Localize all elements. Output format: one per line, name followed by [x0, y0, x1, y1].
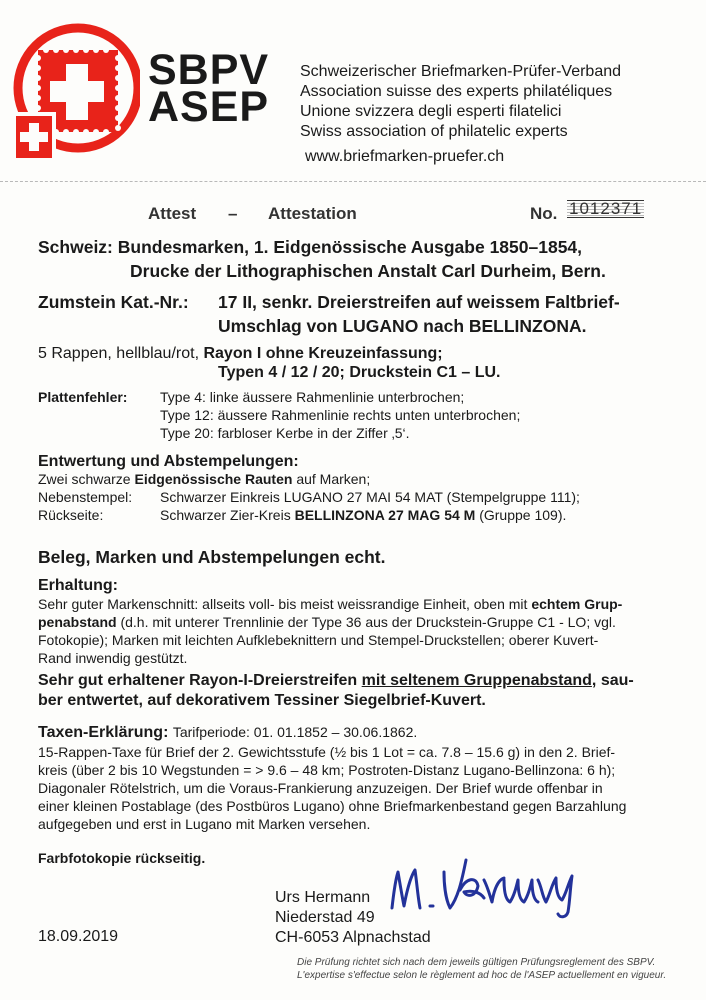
summary-line-1: [38, 670, 634, 691]
condition-line-2: [38, 614, 616, 632]
tax-line-5: aufgegeben und erst in Lugano mit Marken versehen.: [38, 816, 371, 832]
attestation-label: Attestation: [268, 204, 357, 223]
summary-a: Sehr gut erhaltener Rayon-I-Dreierstreifen: [38, 672, 358, 689]
attest-dash: –: [228, 204, 238, 223]
condition-l1: Sehr guter Markenschnitt: allseits voll- bis meist weissrandige Einheit, oben mit: [38, 596, 528, 612]
condition-line-1: [38, 596, 622, 614]
stamp-color: hellblau/rot,: [116, 345, 200, 362]
stamp-rayon: Rayon I ohne Kreuzeinfassung;: [203, 345, 443, 362]
plate-flaw-type-20: Type 20: farbloser Kerbe in der Ziffer ‚5‘.: [160, 425, 410, 441]
cancellation-line-1: [38, 471, 370, 489]
tax-line-2: kreis (über 2 bis 10 Wegstunden = > 9.6 – 48 km; Postroten-Distanz Lugano-Bellinzona: 6 h);: [38, 762, 616, 778]
back-stamp-group: (Gruppe 109).: [479, 507, 567, 523]
footer-fr: L'expertise s'effectue selon le règlement ad hoc de l'ASEP actuellement en vigueur.: [297, 969, 667, 981]
tax-line-0: [38, 722, 417, 743]
brand-name: [148, 46, 270, 131]
signatory-block: [275, 888, 431, 948]
back-value: [160, 507, 566, 525]
signatory-street: Niederstad 49: [275, 909, 375, 926]
summary-c: , sau-: [591, 672, 634, 689]
brand-sbpv: SBPV: [148, 46, 270, 94]
condition-l2-bold: penabstand: [38, 614, 117, 630]
condition-heading: Erhaltung:: [38, 577, 118, 594]
sbpv-logo: [10, 20, 140, 165]
back-stamp-type: Schwarzer Zier-Kreis: [160, 507, 291, 523]
swiss-cross-stamp-icon: [10, 20, 140, 165]
issue-date: 18.09.2019: [38, 928, 119, 945]
header-divider: [0, 181, 706, 182]
stamp-line-1: [38, 343, 443, 364]
org-name-it: Unione svizzera degli esperti filatelici: [300, 103, 562, 120]
cancellation-heading: Entwertung und Abstempelungen:: [38, 453, 299, 470]
attest-label: Attest: [148, 204, 197, 223]
neben-label: Nebenstempel:: [38, 489, 133, 505]
title-line-1: Schweiz: Bundesmarken, 1. Eidgenössische Ausgabe 1850–1854,: [38, 237, 583, 257]
org-name-en: Swiss association of philatelic experts: [300, 123, 568, 140]
condition-line-4: Rand inwendig gestützt.: [38, 650, 188, 666]
condition-line-3: Fotokopie); Marken mit leichten Aufklebeknittern und Stempel-Druckstellen; oberer Kuvert-: [38, 632, 599, 648]
tax-line-3: Diagonaler Rötelstrich, um die Voraus-Frankierung anzuzeigen. Der Brief wurde offenbar in: [38, 780, 603, 796]
photocopy-note: Farbfotokopie rückseitig.: [38, 850, 206, 866]
certificate-number: 1012371: [569, 199, 643, 218]
tax-line-1: 15-Rappen-Taxe für Brief der 2. Gewichtsstufe (½ bis 1 Lot = ca. 7.8 – 15.6 g) in den 2. Brief-: [38, 744, 616, 760]
plate-flaw-type-4: Type 4: linke äussere Rahmenlinie unterbrochen;: [160, 389, 465, 405]
catalog-line-2: Umschlag von LUGANO nach BELLINZONA.: [218, 316, 587, 336]
summary-rare-gap: mit seltenem Gruppenabstand: [361, 672, 592, 689]
cancellation-count: Zwei schwarze: [38, 471, 131, 487]
genuine-statement: Beleg, Marken und Abstempelungen echt.: [38, 547, 386, 567]
back-label: Rückseite:: [38, 507, 104, 523]
number-label: No.: [530, 204, 558, 223]
cancellation-on: auf Marken;: [296, 471, 371, 487]
tax-heading: Taxen-Erklärung:: [38, 724, 169, 741]
condition-l1-bold: echtem Grup-: [531, 596, 623, 612]
signatory-name: Urs Hermann: [275, 889, 371, 906]
tax-line-4: einer kleinen Postablage (des Postbüros Lugano) ohne Briefmarkenbestand gegen Barzahlung: [38, 798, 627, 814]
brand-asep: ASEP: [148, 83, 270, 131]
cancellation-type: Eidgenössische Rauten: [134, 471, 293, 487]
org-name-de: Schweizerischer Briefmarken-Prüfer-Verband: [300, 63, 622, 80]
footer-de: Die Prüfung richtet sich nach dem jeweils gültigen Prüfungsreglement des SBPV.: [297, 957, 656, 968]
website-link: www.briefmarken-pruefer.ch: [305, 148, 505, 165]
back-stamp-place: BELLINZONA 27 MAG 54 M: [294, 507, 476, 523]
stamp-types: Typen 4 / 12 / 20; Druckstein C1 – LU.: [218, 364, 501, 381]
org-name-fr: Association suisse des experts philatéliques: [300, 83, 613, 100]
neben-value: Schwarzer Einkreis LUGANO 27 MAI 54 MAT (Stempelgruppe 111);: [160, 489, 580, 505]
catalog-label: Zumstein Kat.-Nr.:: [38, 292, 189, 312]
plate-flaws-label: Plattenfehler:: [38, 389, 128, 405]
signatory-city: CH-6053 Alpnachstad: [275, 929, 431, 946]
catalog-line-1: 17 II, senkr. Dreierstreifen auf weissem Faltbrief-: [218, 292, 620, 312]
plate-flaw-type-12: Type 12: äussere Rahmenlinie rechts unten unterbrochen;: [160, 407, 521, 423]
condition-l2-rest: (d.h. mit unterer Trennlinie der Type 36 aus der Druckstein-Gruppe C1 - LO; vgl.: [120, 614, 616, 630]
stamp-value: 5 Rappen,: [38, 345, 112, 362]
organization-names: [300, 62, 621, 142]
footer-notice: [297, 957, 666, 982]
tax-period: Tarifperiode: 01. 01.1852 – 30.06.1862.: [172, 724, 418, 740]
summary-line-2: ber entwertet, auf dekorativem Tessiner Siegelbrief-Kuvert.: [38, 692, 486, 709]
title-line-2: Drucke der Lithographischen Anstalt Carl Durheim, Bern.: [130, 261, 606, 281]
